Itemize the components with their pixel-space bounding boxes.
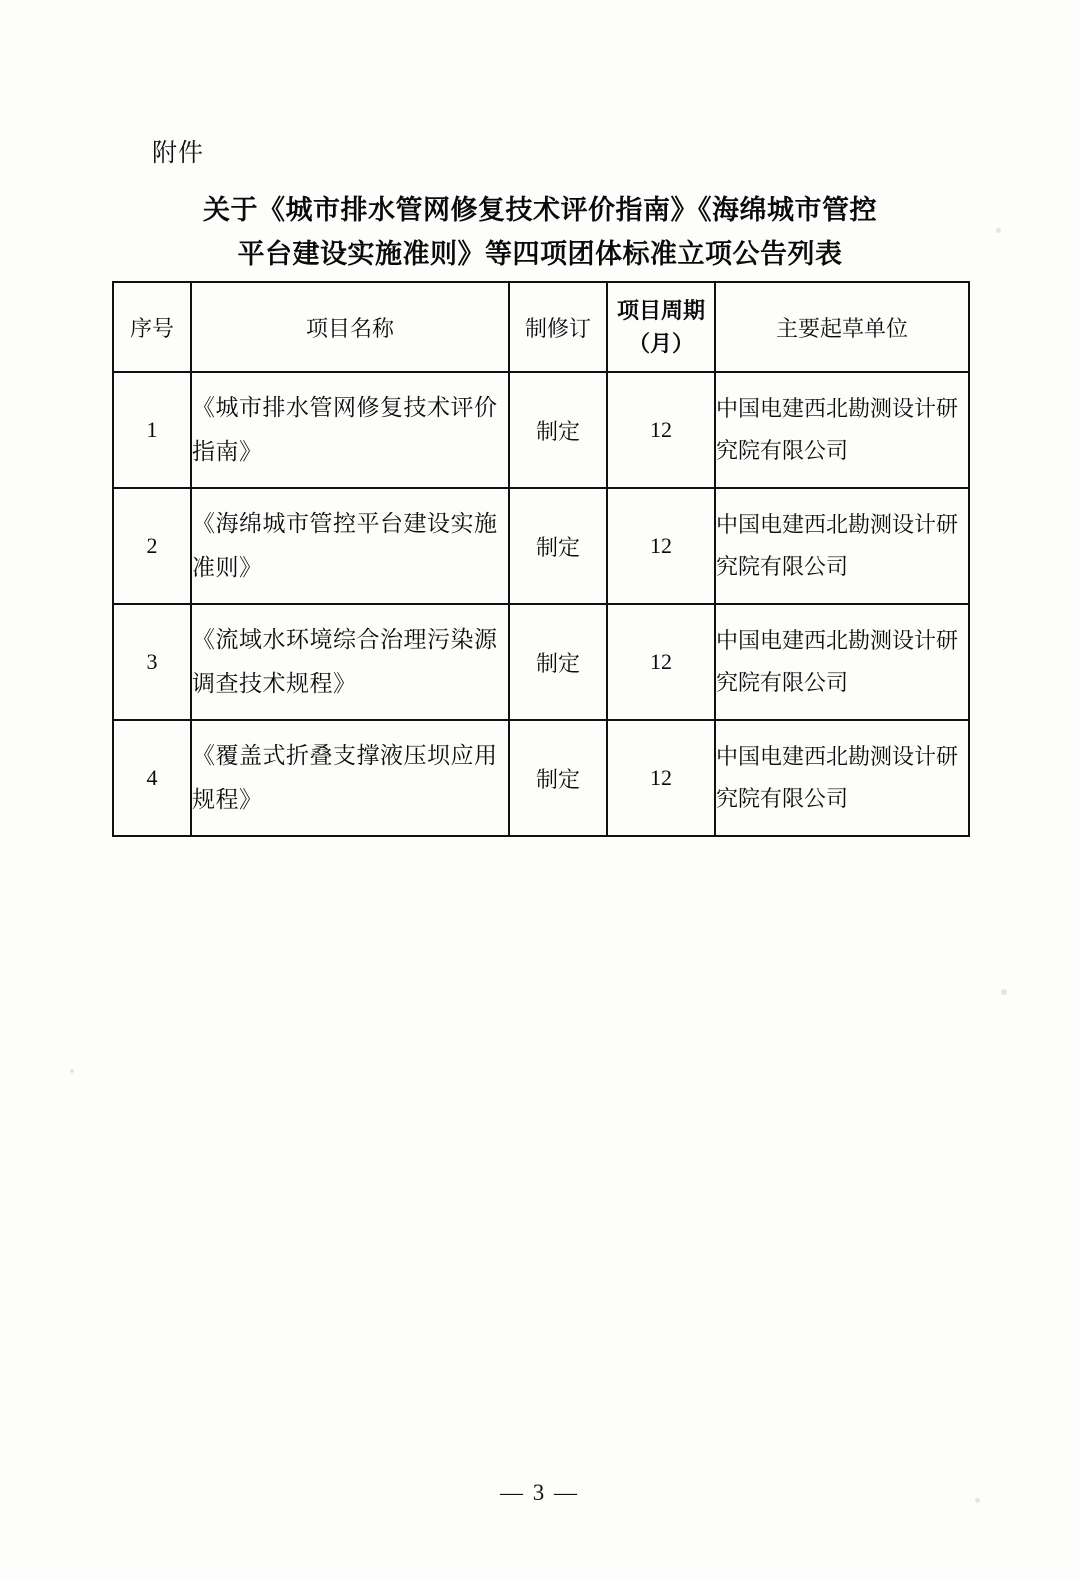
- cell-name: 《海绵城市管控平台建设实施准则》: [191, 488, 509, 604]
- table-body: [113, 372, 969, 836]
- cell-name: 《覆盖式折叠支撑液压坝应用规程》: [191, 720, 509, 836]
- cell-cycle: 12: [607, 488, 715, 604]
- cell-org: 中国电建西北勘测设计研究院有限公司: [715, 488, 969, 604]
- cell-no: 1: [113, 372, 191, 488]
- column-header-org: 主要起草单位: [715, 282, 969, 372]
- column-header-cycle: [607, 282, 715, 372]
- page-number: — 3 —: [500, 1480, 579, 1505]
- column-header-cycle-line-2: （月）: [627, 331, 694, 356]
- scan-speck: [1001, 989, 1007, 995]
- page-title-line-2: 平台建设实施准则》等四项团体标准立项公告列表: [237, 239, 843, 269]
- table-row: [113, 488, 969, 604]
- table-row: [113, 604, 969, 720]
- cell-name: 《流域水环境综合治理污染源调查技术规程》: [191, 604, 509, 720]
- column-header-name: 项目名称: [191, 282, 509, 372]
- table-header: [113, 282, 969, 372]
- scan-speck: [70, 1069, 74, 1073]
- cell-cycle: 12: [607, 372, 715, 488]
- table-row: [113, 720, 969, 836]
- attachment-label: 附件: [152, 140, 205, 167]
- cell-no: 2: [113, 488, 191, 604]
- cell-type: 制定: [509, 720, 607, 836]
- page-title: [110, 188, 970, 276]
- cell-org: 中国电建西北勘测设计研究院有限公司: [715, 372, 969, 488]
- standards-table: [112, 281, 970, 837]
- cell-no: 4: [113, 720, 191, 836]
- cell-cycle: 12: [607, 604, 715, 720]
- column-header-no: 序号: [113, 282, 191, 372]
- cell-name: 《城市排水管网修复技术评价指南》: [191, 372, 509, 488]
- scan-speck: [996, 228, 1001, 233]
- page-title-line-1: 关于《城市排水管网修复技术评价指南》《海绵城市管控: [203, 195, 877, 225]
- cell-type: 制定: [509, 604, 607, 720]
- cell-org: 中国电建西北勘测设计研究院有限公司: [715, 720, 969, 836]
- cell-type: 制定: [509, 488, 607, 604]
- cell-type: 制定: [509, 372, 607, 488]
- column-header-cycle-line-1: 项目周期: [616, 298, 705, 323]
- table-row: [113, 372, 969, 488]
- cell-no: 3: [113, 604, 191, 720]
- cell-org: 中国电建西北勘测设计研究院有限公司: [715, 604, 969, 720]
- table-header-row: [113, 282, 969, 372]
- column-header-type: 制修订: [509, 282, 607, 372]
- cell-cycle: 12: [607, 720, 715, 836]
